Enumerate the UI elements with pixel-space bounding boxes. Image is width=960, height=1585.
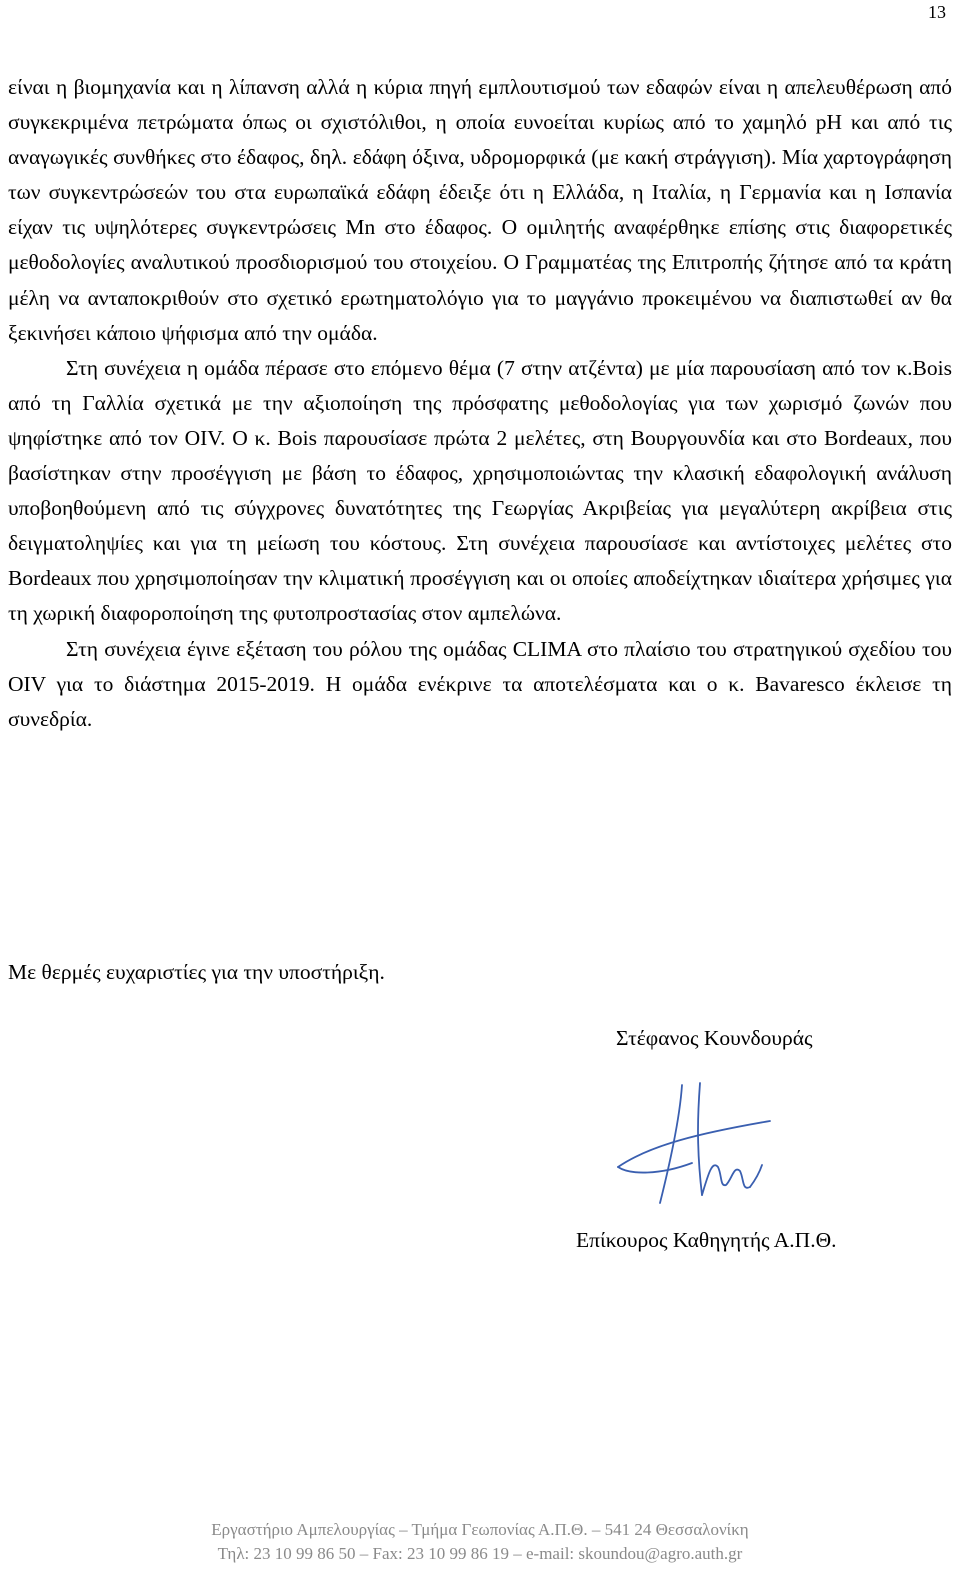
paragraph-3: Στη συνέχεια έγινε εξέταση του ρόλου της ομάδας CLIMA στο πλαίσιο του στρατηγικού σχεδίου του OIV για το διάστημα 2015-2019. Η ομάδα ενέκρινε τα αποτελέσματα και ο κ. Bavaresco έκλεισε τη συνεδρία. [8, 636, 952, 731]
footer-address: Εργαστήριο Αμπελουργίας – Τμήμα Γεωπονίας Α.Π.Θ. – 541 24 Θεσσαλονίκη [211, 1520, 749, 1539]
handwritten-signature [600, 1075, 780, 1210]
signature-stroke [660, 1085, 682, 1203]
signature-stroke [698, 1083, 702, 1195]
signature-stroke [702, 1165, 750, 1195]
signer-title: Επίκουρος Καθηγητής Α.Π.Θ. [576, 1228, 837, 1252]
closing-line: Με θερμές ευχαριστίες για την υποστήριξη. [8, 960, 385, 984]
signature-stroke [618, 1163, 692, 1173]
paragraph-2: Στη συνέχεια η ομάδα πέρασε στο επόμενο θέμα (7 στην ατζέντα) με μία παρουσίαση από τον κ.Bois από τη Γαλλία σχετικά με την αξιοποίηση της πρόσφατης μεθοδολογίας για των χωρισμό ζωνών που ψηφίστηκε από τον OIV. Ο κ. Bois παρουσίασε πρώτα 2 μελέτες, στη Βουργουνδία και στο Bordeaux, που βασίστηκαν στην προσέγγιση με βάση το έδαφος, χρησιμοποιώντας την κλασική εδαφολογική ανάλυση υποβοηθούμενη από τις σύγχρονες δυνατότητες της Γεωργίας Ακριβείας για μεγαλύτερη ακρίβεια στις δειγματοληψίες και για τη μείωση του κόστους. Στη συνέχεια παρουσίασε και αντίστοιχες μελέτες στο Bordeaux που χρησιμοποίησαν την κλιματική προσέγγιση και οι οποίες αποδείχτηκαν ιδιαίτερα χρήσιμες για τη χωρική διαφοροποίηση της φυτοπροστασίας στον αμπελώνα. [8, 355, 952, 626]
body-text [8, 70, 952, 737]
signature-stroke [618, 1121, 770, 1167]
page-number: 13 [928, 2, 946, 22]
paragraph-1: είναι η βιομηχανία και η λίπανση αλλά η κύρια πηγή εμπλουτισμού των εδαφών είναι η απελευθέρωση από συγκεκριμένα πετρώματα όπως οι σχιστόλιθοι, η οποία ευνοείται κυρίως από το χαμηλό pH και από τις αναγωγικές συνθήκες στο έδαφος, δηλ. εδάφη όξινα, υδρομορφικά (με κακή στράγγιση). Μία χαρτογράφηση των συγκεντρώσεών του στα ευρωπαϊκά εδάφη έδειξε ότι η Ελλάδα, η Ιταλία, η Γερμανία και η Ισπανία είχαν τις υψηλότερες συγκεντρώσεις Mn στο έδαφος. Ο ομιλητής αναφέρθηκε επίσης στις διαφορετικές μεθοδολογίες αναλυτικού προσδιορισμού του στοιχείου. Ο Γραμματέας της Επιτροπής ζήτησε από τα κράτη μέλη να ανταποκριθούν στο σχετικό ερωτηματολόγιο για το μαγγάνιο προκειμένου να διαπιστωθεί αν θα ξεκινήσει κάποιο ψήφισμα από την ομάδα. [8, 75, 952, 345]
signer-name: Στέφανος Κουνδουράς [616, 1026, 813, 1050]
page-footer [0, 1518, 960, 1566]
signature-stroke [750, 1165, 762, 1187]
footer-contact: Τηλ: 23 10 99 86 50 – Fax: 23 10 99 86 19 – e-mail: skoundou@agro.auth.gr [217, 1544, 743, 1563]
